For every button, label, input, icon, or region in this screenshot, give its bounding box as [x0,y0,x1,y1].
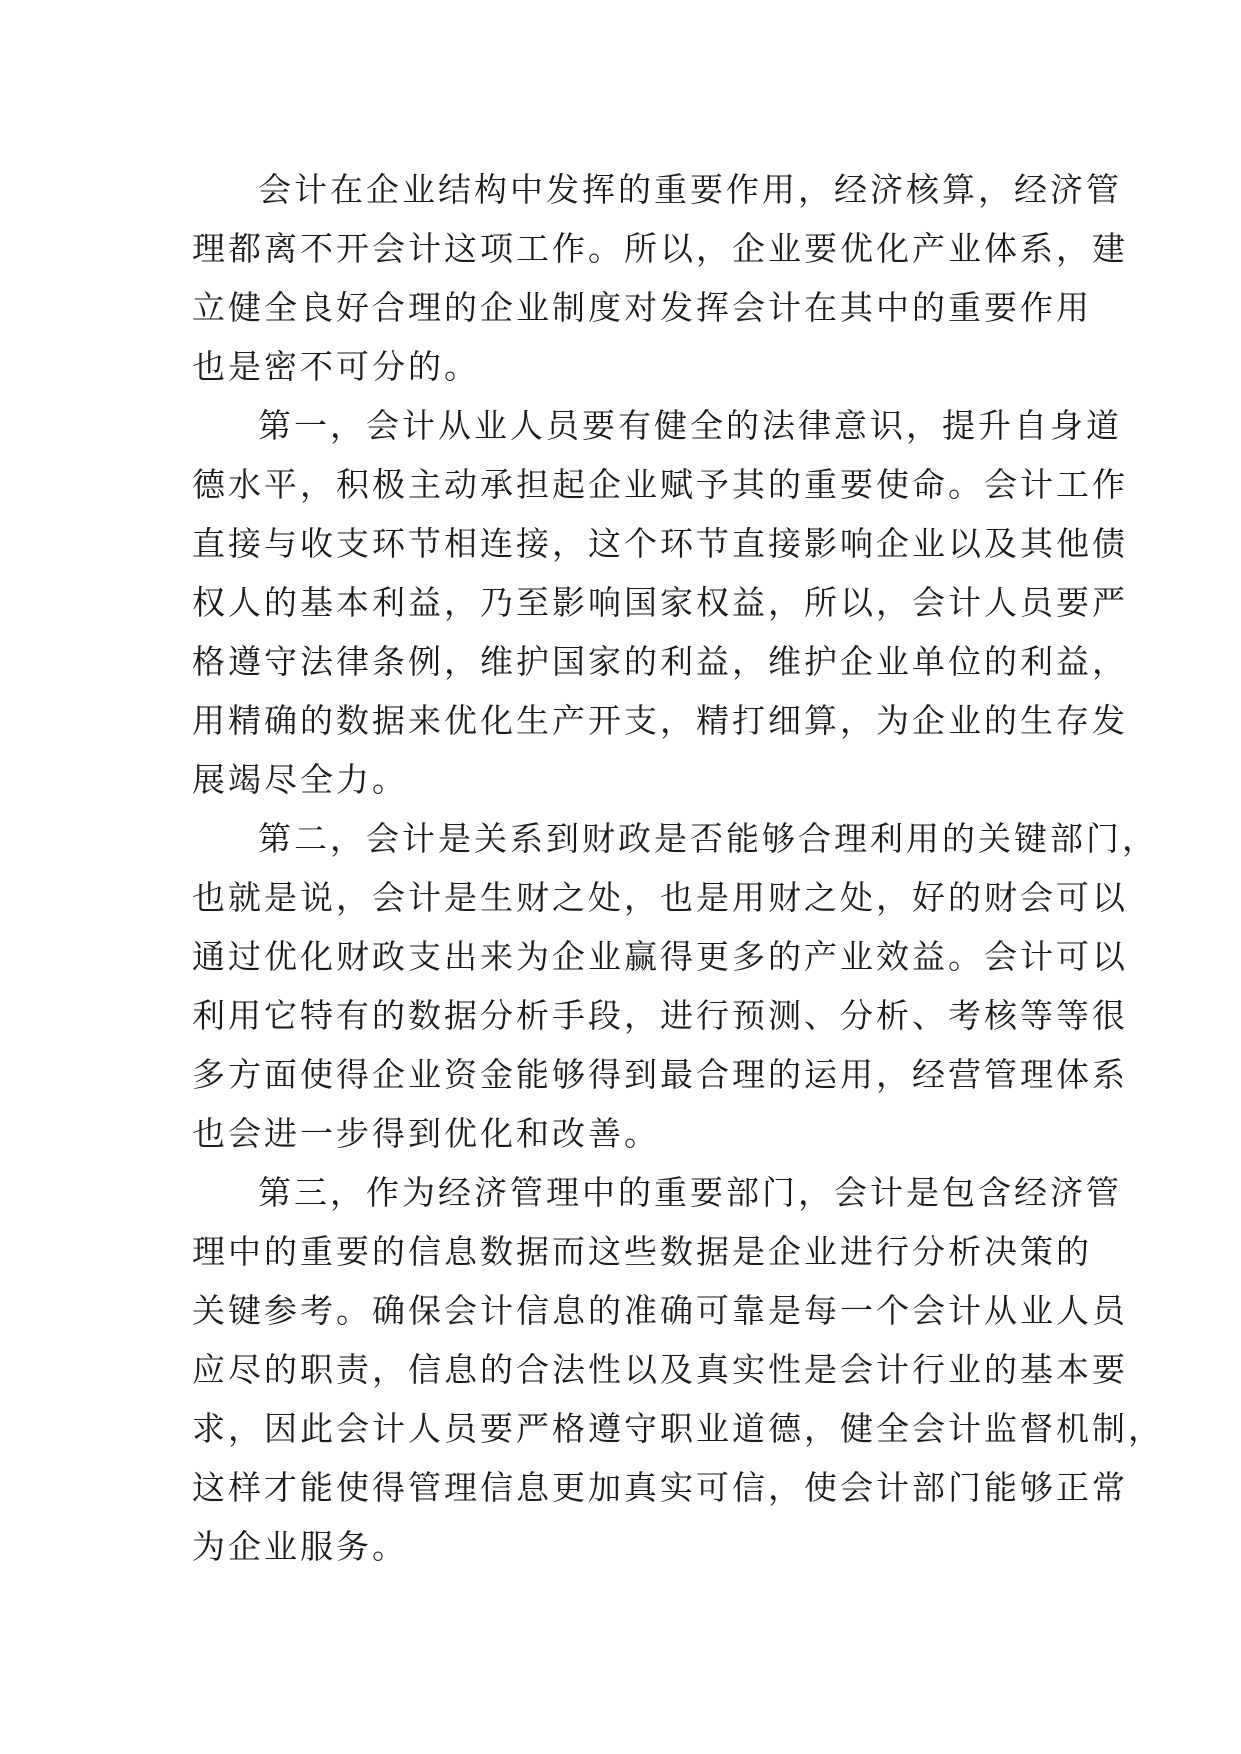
paragraph-line: 理都离不开会计这项工作。所以，企业要优化产业体系，建 [192,229,1128,268]
paragraph-line: 第三，作为经济管理中的重要部门，会计是包含经济管 [258,1173,1122,1212]
paragraph-line: 这样才能使得管理信息更加真实可信，使会计部门能够正常 [192,1468,1128,1507]
document-body [192,160,1164,1576]
paragraph-line: 也就是说，会计是生财之处，也是用财之处，好的财会可以 [192,878,1128,917]
paragraph-3 [192,809,1158,1163]
paragraph-1 [192,160,1128,396]
paragraph-line: 也是密不可分的。 [192,347,480,386]
paragraph-line: 展竭尽全力。 [192,760,408,799]
paragraph-line: 格遵守法律条例，维护国家的利益，维护企业单位的利益， [192,642,1128,681]
paragraph-line: 利用它特有的数据分析手段，进行预测、分析、考核等等很 [192,996,1128,1035]
paragraph-line: 理中的重要的信息数据而这些数据是企业进行分析决策的 [192,1232,1092,1271]
paragraph-line: 应尽的职责，信息的合法性以及真实性是会计行业的基本要 [192,1350,1128,1389]
paragraph-2 [192,396,1128,809]
paragraph-line: 立健全良好合理的企业制度对发挥会计在其中的重要作用 [192,288,1092,327]
paragraph-line: 多方面使得企业资金能够得到最合理的运用，经营管理体系 [192,1055,1128,1094]
paragraph-line: 求，因此会计人员要严格遵守职业道德，健全会计监督机制， [192,1409,1164,1448]
paragraph-4 [192,1163,1164,1576]
paragraph-line: 通过优化财政支出来为企业赢得更多的产业效益。会计可以 [192,937,1128,976]
paragraph-line: 直接与收支环节相连接，这个环节直接影响企业以及其他债 [192,524,1128,563]
paragraph-line: 第二，会计是关系到财政是否能够合理利用的关键部门， [258,819,1158,858]
paragraph-line: 也会进一步得到优化和改善。 [192,1114,660,1153]
paragraph-line: 德水平，积极主动承担起企业赋予其的重要使命。会计工作 [192,465,1128,504]
paragraph-line: 第一，会计从业人员要有健全的法律意识，提升自身道 [258,406,1122,445]
paragraph-line: 会计在企业结构中发挥的重要作用，经济核算，经济管 [258,170,1122,209]
paragraph-line: 关键参考。确保会计信息的准确可靠是每一个会计从业人员 [192,1291,1128,1330]
paragraph-line: 权人的基本利益，乃至影响国家权益，所以，会计人员要严 [192,583,1128,622]
paragraph-line: 为企业服务。 [192,1527,408,1566]
paragraph-line: 用精确的数据来优化生产开支，精打细算，为企业的生存发 [192,701,1128,740]
